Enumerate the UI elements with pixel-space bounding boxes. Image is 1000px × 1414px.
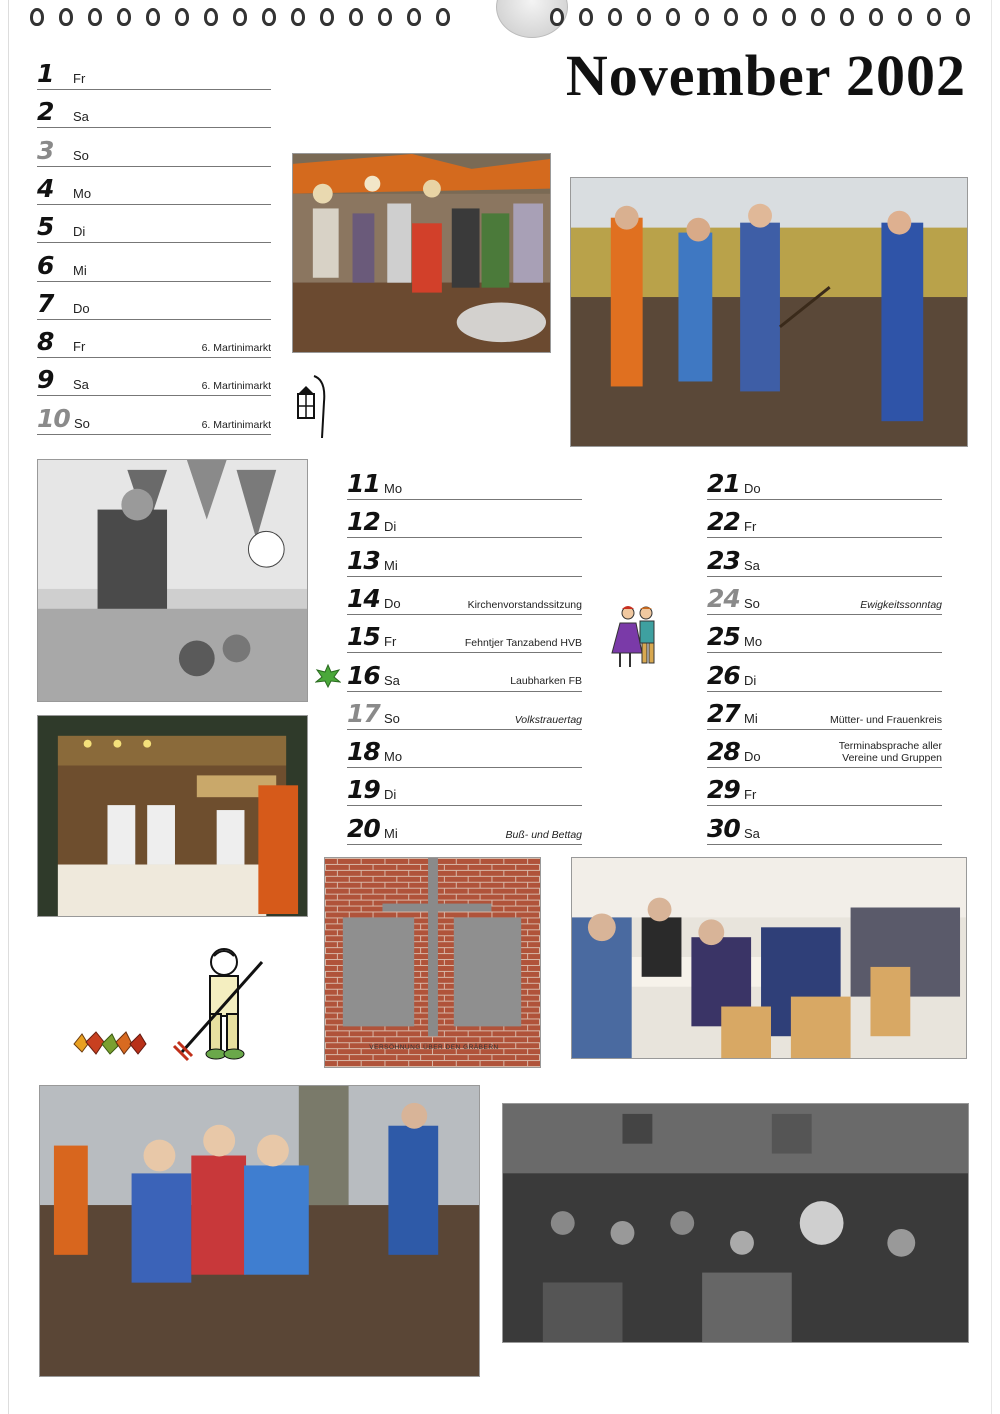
- day-number: 26: [707, 660, 740, 690]
- day-number: 14: [347, 583, 380, 613]
- binding-ring: [840, 8, 854, 26]
- day-row: [707, 809, 942, 845]
- weekday-label: Mi: [384, 557, 398, 573]
- day-row: [347, 732, 582, 768]
- day-event: Terminabsprache aller Vereine und Gruppen: [838, 739, 942, 765]
- day-number: 3: [37, 135, 54, 165]
- day-row: [37, 399, 271, 435]
- leaf-raking-men-photo: [570, 177, 968, 447]
- weekday-label: Di: [73, 224, 86, 240]
- day-event: Kirchenvorstandssitzung: [467, 598, 582, 611]
- day-event: Mütter- und Frauenkreis: [829, 713, 942, 726]
- memorial-wall-photo: [324, 857, 541, 1068]
- day-row: [347, 809, 582, 845]
- weekday-label: Sa: [73, 109, 89, 125]
- weekday-label: Mo: [384, 481, 403, 496]
- spiral-binding: [30, 6, 980, 30]
- day-row: [347, 656, 582, 692]
- binding-ring: [262, 8, 276, 26]
- day-number: 10: [37, 403, 70, 433]
- day-event: Buß- und Bettag: [505, 828, 582, 841]
- binding-ring: [30, 8, 44, 26]
- binding-ring: [753, 8, 767, 26]
- day-number: 28: [707, 737, 740, 767]
- weekday-label: Di: [384, 519, 397, 535]
- binding-ring: [666, 8, 680, 26]
- binding-ring: [146, 8, 160, 26]
- binding-ring: [436, 8, 450, 26]
- weekday-label: Sa: [744, 825, 760, 841]
- day-event: Ewigkeitssonntag: [860, 598, 942, 611]
- weekday-label: So: [744, 595, 760, 611]
- day-row: [37, 92, 271, 128]
- day-row: [707, 502, 942, 538]
- binding-ring: [608, 8, 622, 26]
- day-row: [37, 131, 271, 167]
- binding-ring: [695, 8, 709, 26]
- food-booth-photo: [37, 715, 308, 917]
- day-row: [37, 207, 271, 243]
- day-event: 6. Martinimarkt: [201, 342, 271, 355]
- day-row: [347, 579, 582, 615]
- weekday-label: Sa: [384, 672, 400, 688]
- day-number: 16: [347, 660, 380, 690]
- day-number: 12: [347, 507, 380, 537]
- day-row: [707, 617, 942, 653]
- day-number: 11: [347, 469, 380, 498]
- weekday-label: Fr: [384, 634, 397, 650]
- day-number: 1: [37, 59, 54, 88]
- binding-ring: [724, 8, 738, 26]
- binding-ring: [175, 8, 189, 26]
- binding-ring: [320, 8, 334, 26]
- day-number: 27: [707, 698, 740, 728]
- day-number: 5: [37, 212, 54, 242]
- day-number: 7: [37, 288, 54, 318]
- weekday-label: So: [73, 147, 89, 163]
- binding-ring: [811, 8, 825, 26]
- dancing-couple-icon: [606, 603, 668, 673]
- day-number: 13: [347, 545, 380, 575]
- day-row: [347, 464, 582, 500]
- binding-ring: [898, 8, 912, 26]
- binding-ring: [927, 8, 941, 26]
- day-number: 4: [37, 173, 54, 203]
- day-number: 18: [347, 737, 380, 767]
- weekday-label: Mo: [73, 185, 92, 201]
- lantern-crowd-photo: [502, 1103, 969, 1343]
- day-event: Fehntjer Tanzabend HVB: [464, 637, 582, 650]
- day-event: 6. Martinimarkt: [201, 418, 271, 431]
- weekday-label: Mi: [744, 710, 758, 726]
- craft-table-photo: [37, 459, 308, 702]
- day-number: 17: [347, 698, 380, 728]
- day-event: 6. Martinimarkt: [201, 380, 271, 393]
- day-row: [707, 732, 942, 768]
- market-stall-photo: [292, 153, 551, 353]
- day-row: [707, 541, 942, 577]
- month-title: November 2002: [565, 43, 966, 108]
- binding-ring: [378, 8, 392, 26]
- day-row: [37, 169, 271, 205]
- weekday-label: So: [74, 415, 90, 431]
- binding-ring: [349, 8, 363, 26]
- day-row: [707, 770, 942, 806]
- seniors-gathering-photo: [571, 857, 967, 1059]
- weekday-label: Fr: [744, 519, 757, 535]
- day-row: [347, 694, 582, 730]
- day-event: Laubharken FB: [510, 675, 582, 688]
- binding-ring: [291, 8, 305, 26]
- binding-ring: [88, 8, 102, 26]
- day-row: [37, 360, 271, 396]
- weekday-label: So: [384, 710, 400, 726]
- weekday-label: Sa: [73, 377, 89, 393]
- day-number: 9: [37, 365, 54, 395]
- binding-ring: [637, 8, 651, 26]
- binding-ring: [782, 8, 796, 26]
- binding-ring: [869, 8, 883, 26]
- binding-ring: [407, 8, 421, 26]
- day-row: [347, 541, 582, 577]
- weekday-label: Mi: [73, 262, 87, 278]
- autumn-leaves-icon: [70, 1030, 148, 1056]
- binding-ring: [117, 8, 131, 26]
- weekday-label: Sa: [744, 557, 760, 573]
- day-row: [347, 770, 582, 806]
- day-number: 19: [347, 775, 380, 805]
- weekday-label: Mo: [744, 634, 763, 650]
- day-number: 2: [37, 97, 54, 127]
- weekday-label: Fr: [73, 71, 86, 86]
- day-number: 8: [37, 327, 54, 357]
- day-row: [37, 322, 271, 358]
- weekday-label: Do: [73, 300, 90, 316]
- day-number: 30: [707, 813, 740, 843]
- day-row: [37, 246, 271, 282]
- day-row: [347, 617, 582, 653]
- binding-ring: [550, 8, 564, 26]
- weekday-label: Do: [744, 481, 761, 496]
- weekday-label: Do: [384, 595, 401, 611]
- lantern-icon: [292, 372, 332, 442]
- day-row: [347, 502, 582, 538]
- day-row: [707, 464, 942, 500]
- day-number: 23: [707, 545, 740, 575]
- day-number: 6: [37, 250, 54, 280]
- binding-ring: [59, 8, 73, 26]
- weekday-label: Mo: [384, 749, 403, 765]
- binding-ring: [579, 8, 593, 26]
- day-row: [707, 656, 942, 692]
- day-row: [707, 694, 942, 730]
- children-raking-photo: [39, 1085, 480, 1377]
- day-number: 15: [347, 622, 380, 652]
- weekday-label: Di: [744, 672, 757, 688]
- memorial-inscription: VERSÖHNUNG ÜBER DEN GRÄBERN: [369, 1044, 499, 1051]
- weekday-label: Mi: [384, 825, 398, 841]
- day-number: 21: [707, 469, 740, 498]
- day-row: [707, 579, 942, 615]
- binding-ring: [956, 8, 970, 26]
- day-number: 24: [707, 583, 740, 613]
- gardener-with-rake-icon: [172, 942, 270, 1062]
- binding-ring: [204, 8, 218, 26]
- weekday-label: Di: [384, 787, 397, 803]
- binding-ring: [233, 8, 247, 26]
- weekday-label: Do: [744, 749, 761, 765]
- weekday-label: Fr: [744, 787, 757, 803]
- day-event: Volkstrauertag: [514, 713, 582, 726]
- weekday-label: Fr: [73, 339, 86, 355]
- day-number: 29: [707, 775, 740, 805]
- leaf-icon: [315, 664, 341, 688]
- day-number: 25: [707, 622, 740, 652]
- day-number: 22: [707, 507, 740, 537]
- day-row: [37, 54, 271, 90]
- day-row: [37, 284, 271, 320]
- day-number: 20: [347, 813, 380, 843]
